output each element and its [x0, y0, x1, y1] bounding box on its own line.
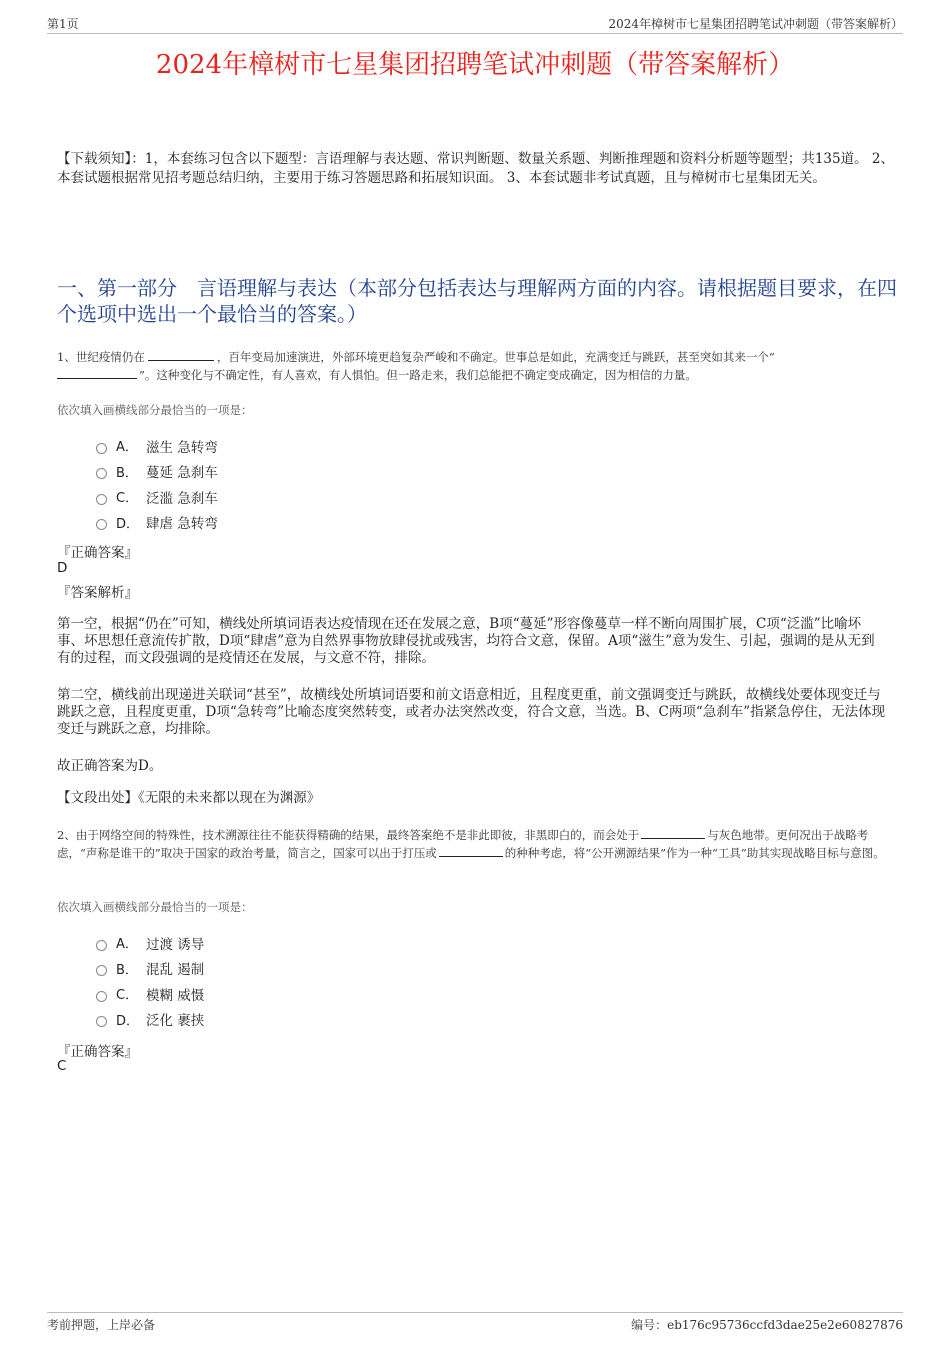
question-2-prompt: 依次填入画横线部分最恰当的一项是：: [57, 900, 253, 914]
passage-source: 【文段出处】《无限的未来都以现在为渊源》: [57, 790, 321, 806]
option-d[interactable]: D． 肆虐 急转弯: [96, 510, 218, 536]
fill-blank: [439, 844, 503, 857]
question-1-text: 1、世纪疫情仍在 ，百年变局加速演进，外部环境更趋复杂严峻和不确定。世事总是如此，充满变迁与跳跃，甚至突如其来一个“ ”。这种变化与不确定性，有人喜欢，有人惧怕。但一路走来，我们总能把不确定变成确定，因为相信的力量。: [57, 350, 775, 382]
footer-doc-id: 编号：eb176c95736ccfd3dae25e2e60827876: [631, 1318, 903, 1332]
radio-circle-icon[interactable]: [96, 1016, 107, 1027]
radio-circle-icon[interactable]: [96, 519, 107, 530]
fill-blank: [641, 826, 705, 839]
option-b[interactable]: B． 蔓延 急刹车: [96, 459, 218, 485]
download-notice: 【下载须知】：1，本套练习包含以下题型：言语理解与表达题、常识判断题、数量关系题、判断推理题和资料分析题等题型；共135道。 2、本套试题根据常见招考题总结归纳，主要用于练习答题思路和拓展知识面。 3、本套试题非考试真题，且与樟树市七星集团无关。: [57, 151, 894, 186]
page-footer: [47, 1312, 903, 1333]
question-1-options: [96, 433, 218, 535]
analysis-conclusion: 故正确答案为D。: [57, 758, 163, 774]
question-2-options: [96, 930, 204, 1032]
radio-circle-icon[interactable]: [96, 468, 107, 479]
header-doc-title: 2024年樟树市七星集团招聘笔试冲刺题（带答案解析）: [608, 17, 903, 31]
page-number: 第1页: [47, 17, 79, 31]
page-header: [47, 15, 903, 34]
fill-blank: [148, 348, 214, 361]
radio-circle-icon[interactable]: [96, 940, 107, 951]
radio-circle-icon[interactable]: [96, 965, 107, 976]
correct-answer-value: D: [57, 560, 68, 576]
radio-circle-icon[interactable]: [96, 443, 107, 454]
radio-circle-icon[interactable]: [96, 494, 107, 505]
document-title: 2024年樟树市七星集团招聘笔试冲刺题（带答案解析）: [155, 50, 795, 80]
option-b[interactable]: B． 混乱 遏制: [96, 956, 204, 982]
option-c[interactable]: C． 泛滥 急刹车: [96, 484, 218, 510]
fill-blank: [57, 366, 137, 379]
question-2-text: 2、由于网络空间的特殊性，技术溯源往往不能获得精确的结果，最终答案绝不是非此即彼，非黑即白的，而会处于 与灰色地带。更何况出于战略考虑，“声称是谁干的”取决于国家的政治考量，简言之，国家可以出于打压或 的种种考虑，将“公开溯源结果”作为一种“工具”助其实现战略目标与意图。: [57, 828, 885, 860]
option-a[interactable]: A． 滋生 急转弯: [96, 433, 218, 459]
section-heading: 一、第一部分 言语理解与表达（本部分包括表达与理解两方面的内容。请根据题目要求，在四个选项中选出一个最恰当的答案。）: [57, 276, 897, 326]
option-a[interactable]: A． 过渡 诱导: [96, 930, 204, 956]
correct-answer-label: 『正确答案』: [57, 545, 138, 561]
radio-circle-icon[interactable]: [96, 991, 107, 1002]
correct-answer-value: C: [57, 1058, 67, 1074]
question-1-prompt: 依次填入画横线部分最恰当的一项是：: [57, 403, 253, 417]
analysis-paragraph: 第一空，根据“仍在”可知，横线处所填词语表达疫情现在还在发展之意，B项“蔓延”形容像蔓草一样不断向周围扩展，C项“泛滥”比喻坏事、坏思想任意流传扩散，D项“肆虐”意为自然界事物放肆侵扰或残害，均符合文意，保留。A项“滋生”意为发生、引起，强调的是从无到有的过程，而文段强调的是疫情还在发展，与文意不符，排除。: [57, 616, 875, 666]
correct-answer-label: 『正确答案』: [57, 1044, 138, 1060]
option-c[interactable]: C． 模糊 威慑: [96, 981, 204, 1007]
footer-slogan: 考前押题，上岸必备: [47, 1318, 156, 1332]
analysis-paragraph: 第二空，横线前出现递进关联词“甚至”，故横线处所填词语要和前文语意相近，且程度更重，前文强调变迁与跳跃，故横线处要体现变迁与跳跃之意，且程度更重，D项“急转弯”比喻态度突然转变，或者办法突然改变，符合文意，当选。B、C两项“急刹车”指紧急停住，无法体现变迁与跳跃之意，均排除。: [57, 687, 886, 737]
analysis-label: 『答案解析』: [57, 585, 138, 601]
option-d[interactable]: D． 泛化 裹挟: [96, 1007, 204, 1033]
